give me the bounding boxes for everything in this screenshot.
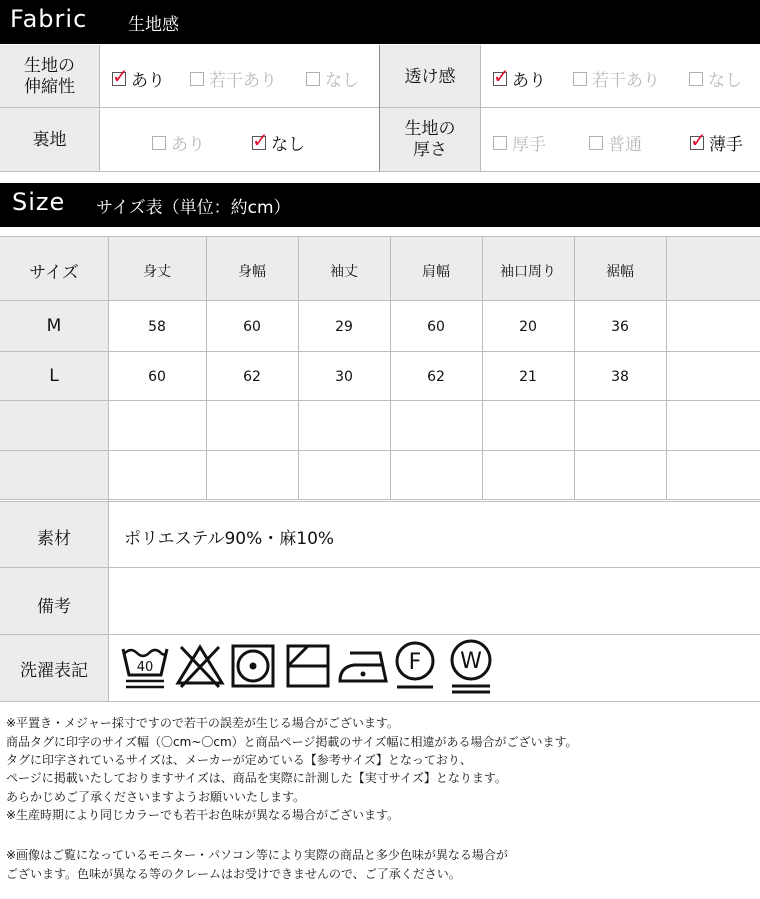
check-mark-icon: ✓ [252,127,269,152]
note-line: ※平置き・メジャー採寸ですので若干の誤差が生じる場合がございます。 [6,716,399,730]
divider [99,45,100,171]
line-dry-shade-icon [285,643,331,689]
size-cell: 29 [335,319,353,335]
check-mark-icon: ✓ [112,63,129,88]
divider [0,450,760,451]
divider [0,634,760,635]
divider [666,236,667,499]
size-cell: 30 [335,369,353,385]
size-cell: 60 [243,319,261,335]
size-row-label: M [46,316,62,336]
checkbox-icon [689,72,703,86]
tumble-dry-icon [230,643,276,689]
size-cell: 60 [427,319,445,335]
checkbox-icon [152,136,166,150]
lining-option-yes: あり [152,130,205,155]
column-header: 肩幅 [422,264,450,280]
thickness-option-normal: 普通 [589,130,642,155]
checkbox-icon [493,63,510,88]
size-cell: 21 [519,369,537,385]
note-line: ※画像はご覧になっているモニター・パソコン等により実際の商品と多少色味が異なる場合が [6,848,508,862]
checkbox-icon [306,72,320,86]
column-header: 袖丈 [330,264,358,280]
note-line: ございます。色味が異なる等のクレームはお受けできませんので、ご了承ください。 [6,867,461,881]
divider [0,300,760,301]
size-cell: 62 [427,369,445,385]
stretch-option-slight: 若干あり [190,66,277,91]
material-label: 素材 [37,529,71,549]
remarks-label: 備考 [37,597,71,617]
size-header [0,183,760,227]
transparency-option-no: なし [689,66,742,91]
note-line: あらかじめご了承くださいますようお願いいたします。 [6,790,306,804]
material-value: ポリエステル90%・麻10% [124,529,335,549]
svg-text:W: W [460,649,482,674]
column-header: 身丈 [143,264,171,280]
svg-text:F: F [408,650,422,675]
size-cell: 36 [611,319,629,335]
fabric-title-en: Fabric [10,5,88,33]
check-mark-icon: ✓ [690,127,707,152]
divider [0,236,760,237]
divider [108,236,109,701]
transparency-option-yes: ✓ あり [493,63,546,91]
no-bleach-icon [175,643,225,689]
svg-text:40: 40 [136,660,154,675]
divider [0,567,760,568]
thickness-label: 生地の 厚さ [404,119,456,160]
lining-option-no: ✓ なし [252,127,305,155]
divider [0,501,760,502]
checkbox-icon [493,136,507,150]
size-cell: 60 [148,369,166,385]
column-header: 身幅 [238,264,266,280]
note-line: ページに掲載いたしておりますサイズは、商品を実際に計測した【実寸サイズ】となります。 [6,771,507,785]
divider [0,499,760,500]
wet-clean-w-icon [446,636,496,696]
lining-label: 裏地 [32,130,67,150]
thickness-option-thick: 厚手 [493,130,546,155]
transparency-label: 透け感 [404,67,456,87]
size-cell: 38 [611,369,629,385]
fabric-title-jp: 生地感 [128,15,179,35]
divider [0,400,760,401]
stretch-option-yes: ✓ あり [112,63,165,91]
stretch-label: 生地の 伸縮性 [24,56,75,97]
divider [480,45,481,171]
checkbox-icon [690,127,707,152]
size-cell: 20 [519,319,537,335]
column-header: 袖口周り [500,264,556,280]
wash-40-icon [120,641,170,691]
size-title-en: Size [12,188,66,216]
transparency-option-slight: 若干あり [573,66,660,91]
size-title-jp: サイズ表（単位：約cm） [96,198,291,218]
thickness-option-thin: ✓ 薄手 [690,127,743,155]
iron-low-icon [336,643,392,689]
fabric-header [0,0,760,44]
checkbox-icon [589,136,603,150]
checkbox-icon [112,63,129,88]
check-mark-icon: ✓ [493,63,510,88]
stretch-option-no: なし [306,66,359,91]
checkbox-icon [573,72,587,86]
dry-clean-f-icon [392,639,438,691]
size-cell: 62 [243,369,261,385]
size-corner-label: サイズ [29,263,79,283]
washing-label: 洗濯表記 [20,661,88,681]
divider [0,171,760,172]
size-row-label: L [49,366,59,386]
checkbox-icon [190,72,204,86]
size-cell: 58 [148,319,166,335]
checkbox-icon [252,127,269,152]
divider [0,351,760,352]
divider [0,701,760,702]
note-line: タグに印字されているサイズは、メーカーが定めている【参考サイズ】となっており、 [6,753,472,767]
column-header: 裾幅 [606,264,634,280]
note-line: ※生産時期により同じカラーでも若干お色味が異なる場合がございます。 [6,808,400,822]
divider [0,107,760,108]
note-line: 商品タグに印字のサイズ幅（〇cm~〇cm）と商品ページ掲載のサイズ幅に相違がある場合がございます。 [6,735,578,749]
